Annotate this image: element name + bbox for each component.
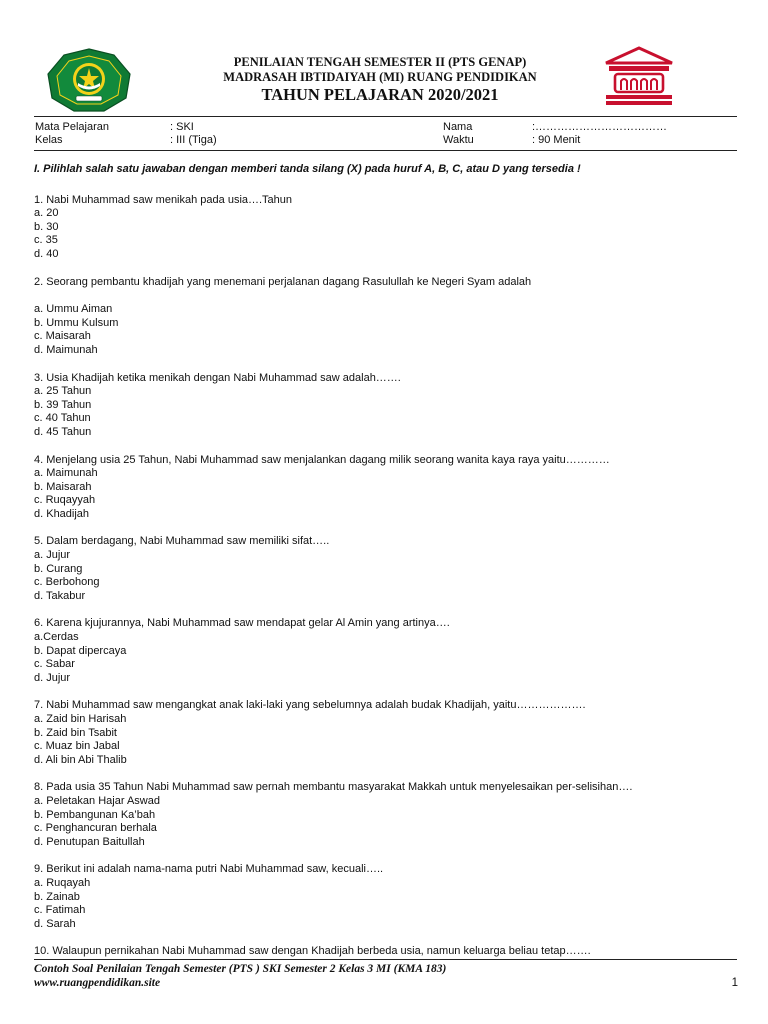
question-stem: 4. Menjelang usia 25 Tahun, Nabi Muhammad saw menjalankan dagang milik seorang wanita kaya raya yaitu………… [34, 453, 610, 466]
answer-option: c. Ruqayyah [34, 494, 96, 507]
answer-option: b. Zaid bin Tsabit [34, 726, 117, 739]
answer-option: d. Khadijah [34, 507, 90, 520]
header-divider [34, 116, 737, 117]
question-stem: 5. Dalam berdagang, Nabi Muhammad saw memiliki sifat….. [34, 535, 330, 548]
subject-value: : SKI [170, 121, 194, 133]
time-value: : 90 Menit [532, 134, 581, 146]
footer-divider [34, 959, 737, 960]
name-label: Nama [443, 121, 473, 133]
answer-option: d. Ali bin Abi Thalib [34, 753, 127, 766]
question-stem: 10. Walaupun pernikahan Nabi Muhammad saw dengan Khadijah berbeda usia, namun keluarga beliau tetap……. [34, 945, 591, 958]
footer-caption: Contoh Soal Penilaian Tengah Semester (PTS ) SKI Semester 2 Kelas 3 MI (KMA 183) [34, 963, 447, 975]
answer-option: c. Fatimah [34, 904, 86, 917]
instruction-text: I. Pilihlah salah satu jawaban dengan memberi tanda silang (X) pada huruf A, B, C, atau D yang tersedia ! [34, 163, 581, 175]
time-label: Waktu [443, 134, 474, 146]
answer-option: b. Dapat dipercaya [34, 644, 127, 657]
answer-option: b. 30 [34, 220, 59, 233]
answer-option: c. Penghancuran berhala [34, 822, 157, 835]
question-stem: 1. Nabi Muhammad saw menikah pada usia….Tahun [34, 193, 293, 206]
question-item [34, 617, 734, 685]
question-item [34, 372, 734, 440]
question-stem: 7. Nabi Muhammad saw mengangkat anak laki-laki yang sebelumnya adalah budak Khadijah, yaitu………………. [34, 699, 586, 712]
question-stem: 6. Karena kjujurannya, Nabi Muhammad saw mendapat gelar Al Amin yang artinya…. [34, 617, 450, 630]
question-item [34, 194, 734, 262]
exam-title: PENILAIAN TENGAH SEMESTER II (PTS GENAP) [233, 55, 527, 69]
answer-option: c. 40 Tahun [34, 412, 91, 425]
answer-option: b. Maisarah [34, 480, 92, 493]
answer-option: b. Zainab [34, 890, 80, 903]
info-divider [34, 150, 737, 151]
page-footer [34, 962, 738, 990]
question-item [34, 535, 734, 603]
answer-option: a. Peletakan Hajar Aswad [34, 794, 160, 807]
kemenag-emblem-icon [46, 48, 132, 112]
answer-option: c. Sabar [34, 658, 75, 671]
answer-option: d. Maimunah [34, 343, 98, 356]
answer-option: d. Penutupan Baitullah [34, 835, 145, 848]
answer-option: d. Sarah [34, 917, 76, 930]
class-label: Kelas [35, 134, 63, 146]
school-name: MADRASAH IBTIDAIYAH (MI) RUANG PENDIDIKAN [223, 70, 537, 84]
answer-option: a. 25 Tahun [34, 385, 92, 398]
question-stem: 9. Berikut ini adalah nama-nama putri Nabi Muhammad saw, kecuali….. [34, 863, 384, 876]
answer-option: d. Takabur [34, 589, 86, 602]
question-item [34, 781, 734, 849]
answer-option: c. Berbohong [34, 576, 100, 589]
answer-option: d. 40 [34, 247, 59, 260]
answer-option: a. Jujur [34, 549, 71, 562]
question-section [34, 163, 734, 973]
question-stem: 2. Seorang pembantu khadijah yang menemani perjalanan dagang Rasulullah ke Negeri Syam adalah [34, 275, 532, 288]
answer-option: a. Ruqayah [34, 876, 91, 889]
answer-option: c. Maisarah [34, 330, 91, 343]
answer-option: a. Maimunah [34, 467, 98, 480]
question-item [34, 699, 734, 767]
answer-option: b. Pembangunan Ka’bah [34, 808, 156, 821]
answer-option: b. 39 Tahun [34, 398, 92, 411]
exam-header [150, 55, 610, 105]
answer-option: a. Zaid bin Harisah [34, 713, 127, 725]
class-value: : III (Tiga) [170, 134, 217, 146]
answer-option: a.Cerdas [34, 631, 79, 644]
question-item [34, 863, 734, 931]
name-field: :……………………………… [532, 121, 668, 133]
answer-option: b. Curang [34, 562, 83, 575]
question-item [34, 454, 734, 522]
question-stem: 3. Usia Khadijah ketika menikah dengan Nabi Muhammad saw adalah……. [34, 371, 401, 384]
page-number: 1 [731, 977, 738, 989]
answer-option: b. Ummu Kulsum [34, 316, 119, 329]
subject-label: Mata Pelajaran [35, 121, 109, 133]
academic-year: TAHUN PELAJARAN 2020/2021 [261, 85, 499, 104]
answer-option: c. Muaz bin Jabal [34, 740, 120, 753]
school-building-icon [603, 46, 675, 108]
answer-option: a. Ummu Aiman [34, 303, 113, 316]
answer-option: d. Jujur [34, 671, 71, 684]
footer-website: www.ruangpendidikan.site [34, 977, 161, 989]
answer-option: a. 20 [34, 207, 59, 220]
answer-option: d. 45 Tahun [34, 425, 92, 438]
student-info [35, 121, 735, 147]
answer-option: c. 35 [34, 234, 58, 247]
question-item [34, 945, 734, 959]
question-item [34, 276, 734, 358]
question-stem: 8. Pada usia 35 Tahun Nabi Muhammad saw pernah membantu masyarakat Makkah untuk menyelesaikan per-selisihan…. [34, 781, 633, 794]
